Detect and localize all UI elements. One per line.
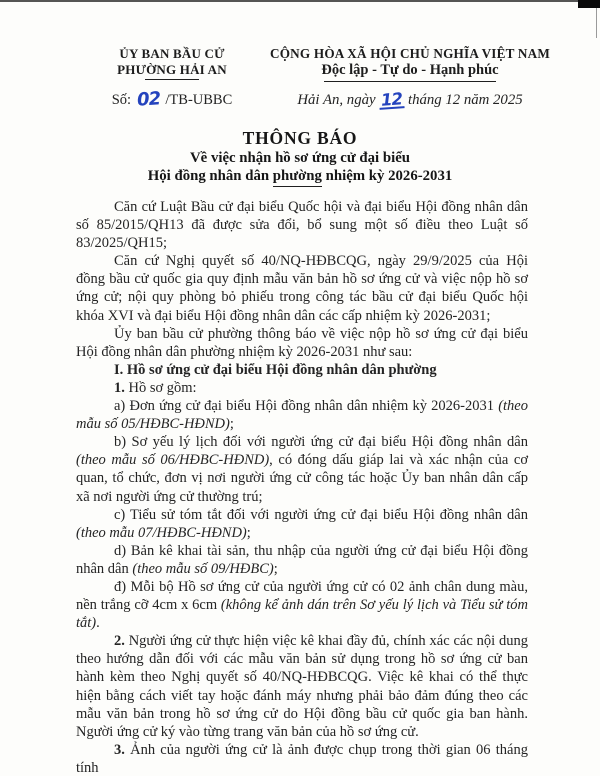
doc-number-line — [76, 88, 268, 111]
text-segment: I. Hồ sơ ứng cử đại biểu Hội đồng nhân dân phường — [114, 361, 437, 378]
doc-number-suffix: /TB-UBBC — [165, 92, 233, 108]
text-segment: (theo mẫu số 09/HĐBC) — [132, 560, 274, 577]
text-segment: Căn cứ Luật Bầu cử đại biểu Quốc hội và đại biểu Hội đồng nhân dân số 85/2015/QH13 đã được sửa đổi, bổ sung một số điều theo Luật số 83/2025/QH15; — [76, 199, 528, 252]
scan-edge-top — [0, 0, 600, 2]
subtitle-post: nhiệm kỳ 2026-2031 — [321, 168, 453, 184]
text-segment: . — [96, 615, 100, 632]
text-segment: (không kể ảnh dán trên Sơ yếu lý lịch và Tiểu sử tóm tắt) — [76, 597, 529, 632]
paragraph-item-1dd — [76, 578, 528, 632]
text-segment: Căn cứ Nghị quyết số 40/NQ-HĐBCQG, ngày 29/9/2025 của Hội đồng bầu cử quốc gia quy định mẫu văn bản hồ sơ ứng cử và việc nộp hồ sơ ứng cử; nội quy phòng bỏ phiếu trong công tác bầu cử đại biểu Quốc hội khóa XVI và đại biểu Hội đồng nhân dân các cấp nhiệm kỳ 2026-2031; — [76, 253, 528, 324]
paragraph-announcement-intro — [76, 325, 528, 361]
document-header — [76, 46, 552, 109]
national-motto: Độc lập - Tự do - Hạnh phúc — [321, 62, 499, 78]
national-title: CỘNG HÒA XÃ HỘI CHỦ NGHĨA VIỆT NAM — [270, 46, 550, 61]
text-segment: d) Bản kê khai tài sản, thu nhập của người ứng cử đại biểu Hội đồng nhân dân — [76, 542, 528, 577]
section-heading-1 — [76, 361, 528, 379]
paragraph-legal-basis-1 — [76, 198, 528, 252]
text-segment: ; — [273, 560, 278, 577]
document-title: THÔNG BÁO — [242, 128, 358, 148]
subtitle-pre: Hội đồng nhân dân — [147, 168, 273, 184]
date-line — [268, 89, 552, 110]
date-suffix: tháng 12 năm 2025 — [407, 92, 523, 108]
text-segment: Người ứng cử thực hiện việc kê khai đầy đủ, chính xác các nội dung theo hướng dẫn đối với các mẫu văn bản sử dụng trong hồ sơ ứng cử ban hành kèm theo Nghị quyết số 40/NQ-HĐBCQG. Việc kê khai có thể thực hiện bằng cách viết tay hoặc đánh máy nhưng phải bảo đảm đúng theo các mẫu văn bản trong hồ sơ ứng cử do Hội đồng bầu cử quốc gia ban hành. Người ứng cử ký vào từng trang văn bản của hồ sơ ứng cử. — [76, 633, 528, 740]
text-segment: (theo mẫu 07/HĐBC-HĐND) — [76, 524, 247, 541]
doc-number-label: Số: — [111, 92, 132, 108]
text-segment: ; — [229, 416, 234, 433]
text-segment: 2. — [114, 633, 125, 650]
text-segment: (theo mẫu số 05/HĐBC-HĐND) — [76, 398, 528, 433]
motto-underline — [324, 81, 496, 82]
text-segment: (theo mẫu số 06/HĐBC-HĐND) — [76, 452, 270, 469]
text-segment: Ủy ban bầu cử phường thông báo về việc nộp hồ sơ ứng cử đại biểu Hội đồng nhân dân phường nhiệm kỳ 2026-2031 như sau: — [76, 325, 528, 360]
text-segment: 1. — [114, 379, 125, 396]
text-segment: 3. — [114, 741, 125, 758]
text-segment: , có đóng dấu giáp lai và xác nhận của cơ quan, tổ chức, đơn vị nơi người ứng cử công tác hoặc Ủy ban nhân dân cấp xã nơi người ứng cử thường trú; — [76, 452, 528, 505]
date-day-handwritten: 12 — [380, 89, 403, 110]
text-segment: đ) Mỗi bộ Hồ sơ ứng cử của người ứng cử có 02 ảnh chân dung màu, nền trắng cỡ 4cm x 6cm — [76, 578, 528, 614]
document-subtitle-line1: Về việc nhận hồ sơ ứng cử đại biểu — [190, 150, 410, 166]
paragraph-item-1c — [76, 506, 528, 542]
title-block — [0, 128, 600, 185]
text-segment: a) Đơn ứng cử đại biểu Hội đồng nhân dân nhiệm kỳ 2026-2031 — [114, 398, 499, 415]
org-underline — [145, 79, 199, 80]
text-segment: ; — [246, 524, 251, 541]
scan-corner-mark — [578, 0, 600, 8]
text-segment: c) Tiểu sử tóm tắt đối với người ứng cử đại biểu Hội đồng nhân dân — [114, 506, 528, 523]
paragraph-legal-basis-2 — [76, 252, 528, 324]
text-segment: Ảnh của người ứng cử là ảnh được chụp trong thời gian 06 tháng tính — [76, 741, 528, 776]
subtitle-underlined-word: phường — [273, 168, 322, 187]
national-motto-block — [268, 46, 552, 109]
scan-right-line — [596, 8, 597, 38]
issuing-org-block — [76, 46, 268, 109]
text-segment: b) Sơ yếu lý lịch đối với người ứng cử đại biểu Hội đồng nhân dân — [114, 434, 528, 451]
org-name-line2: PHƯỜNG HẢI AN — [117, 61, 227, 77]
paragraph-item-2 — [76, 632, 528, 741]
document-subtitle-line2 — [0, 167, 600, 185]
paragraph-item-1a — [76, 397, 528, 433]
paragraph-item-1 — [76, 379, 528, 397]
date-prefix: Hải An, ngày — [297, 92, 376, 108]
paragraph-item-1b — [76, 433, 528, 505]
paragraph-item-3 — [76, 741, 528, 776]
document-body — [76, 198, 528, 776]
paragraph-item-1d — [76, 542, 528, 578]
text-segment: Hồ sơ gồm: — [124, 379, 197, 396]
org-name-line1: ỦY BAN BẦU CỬ — [119, 46, 225, 61]
doc-number-handwritten: 02 — [136, 88, 161, 111]
